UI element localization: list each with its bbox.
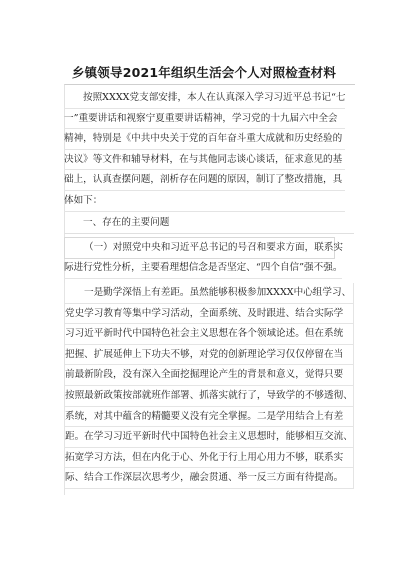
paragraph-line: 拓宽学习方法，但在内化于心、外化于行上用心用力不够，联系实	[64, 448, 354, 469]
intro-paragraph	[64, 88, 345, 212]
body-paragraph	[64, 283, 354, 489]
paragraph-line: 按照最新政策按部就班作部署、抓落实就行了，导致学的不够透彻、	[64, 386, 354, 407]
paragraph-line: 距。在学习习近平新时代中国特色社会主义思想时，能够相互交流、	[64, 427, 354, 448]
paragraph-line: 体如下：	[64, 191, 345, 212]
subsection-heading-line: （一）对照党中央和习近平总书记的号召和要求方面，联系实	[84, 242, 344, 253]
paragraph-line: 精神，特别是《中共中央关于党的百年奋斗重大成就和历史经验的	[64, 129, 345, 150]
paragraph-line: 按照XXXX党支部安排，本人在认真深入学习习近平总书记“七	[64, 88, 345, 109]
paragraph-line: 决议》等文件和辅导材料，在与其他同志谈心谈话，征求意见的基	[64, 150, 345, 171]
paragraph-line: 础上，认真查摆问题，剖析存在问题的原因，制订了整改措施，具	[64, 170, 345, 191]
subsection-heading	[64, 237, 344, 259]
paragraph-line: 一是勤学深悟上有差距。虽然能够积极参加XXXX中心组学习、	[64, 283, 354, 304]
page-title: 乡镇领导2021年组织生活会个人对照检查材料	[71, 65, 337, 80]
section-heading: 一、存在的主要问题	[64, 213, 354, 234]
subsection-heading-cont	[64, 258, 342, 279]
paragraph-line: 际、结合工作深层次思考少，融会贯通、举一反三方面有待提高。	[64, 468, 354, 489]
subsection-heading-line: 际进行党性分析，主要看理想信念是否坚定、“四个自信”强不强。	[64, 258, 342, 279]
paragraph-line: 前最新阶段，没有深入全面挖掘理论产生的背景和意义，觉得只要	[64, 365, 354, 386]
paragraph-line: 习习近平新时代中国特色社会主义思想在各个领域论述。但在系统	[64, 324, 354, 345]
paragraph-line: 一”重要讲话和视察宁夏重要讲话精神，学习党的十九届六中全会	[64, 109, 345, 130]
paragraph-line: 把握、扩展延伸上下功夫不够，对党的创新理论学习仅仅停留在当	[64, 345, 354, 366]
paragraph-line: 系统，对其中蕴含的精髓要义没有完全掌握。二是学用结合上有差	[64, 407, 354, 428]
paragraph-line: 党史学习教育等集中学习活动，全面系统、及时跟进、结合实际学	[64, 304, 354, 325]
